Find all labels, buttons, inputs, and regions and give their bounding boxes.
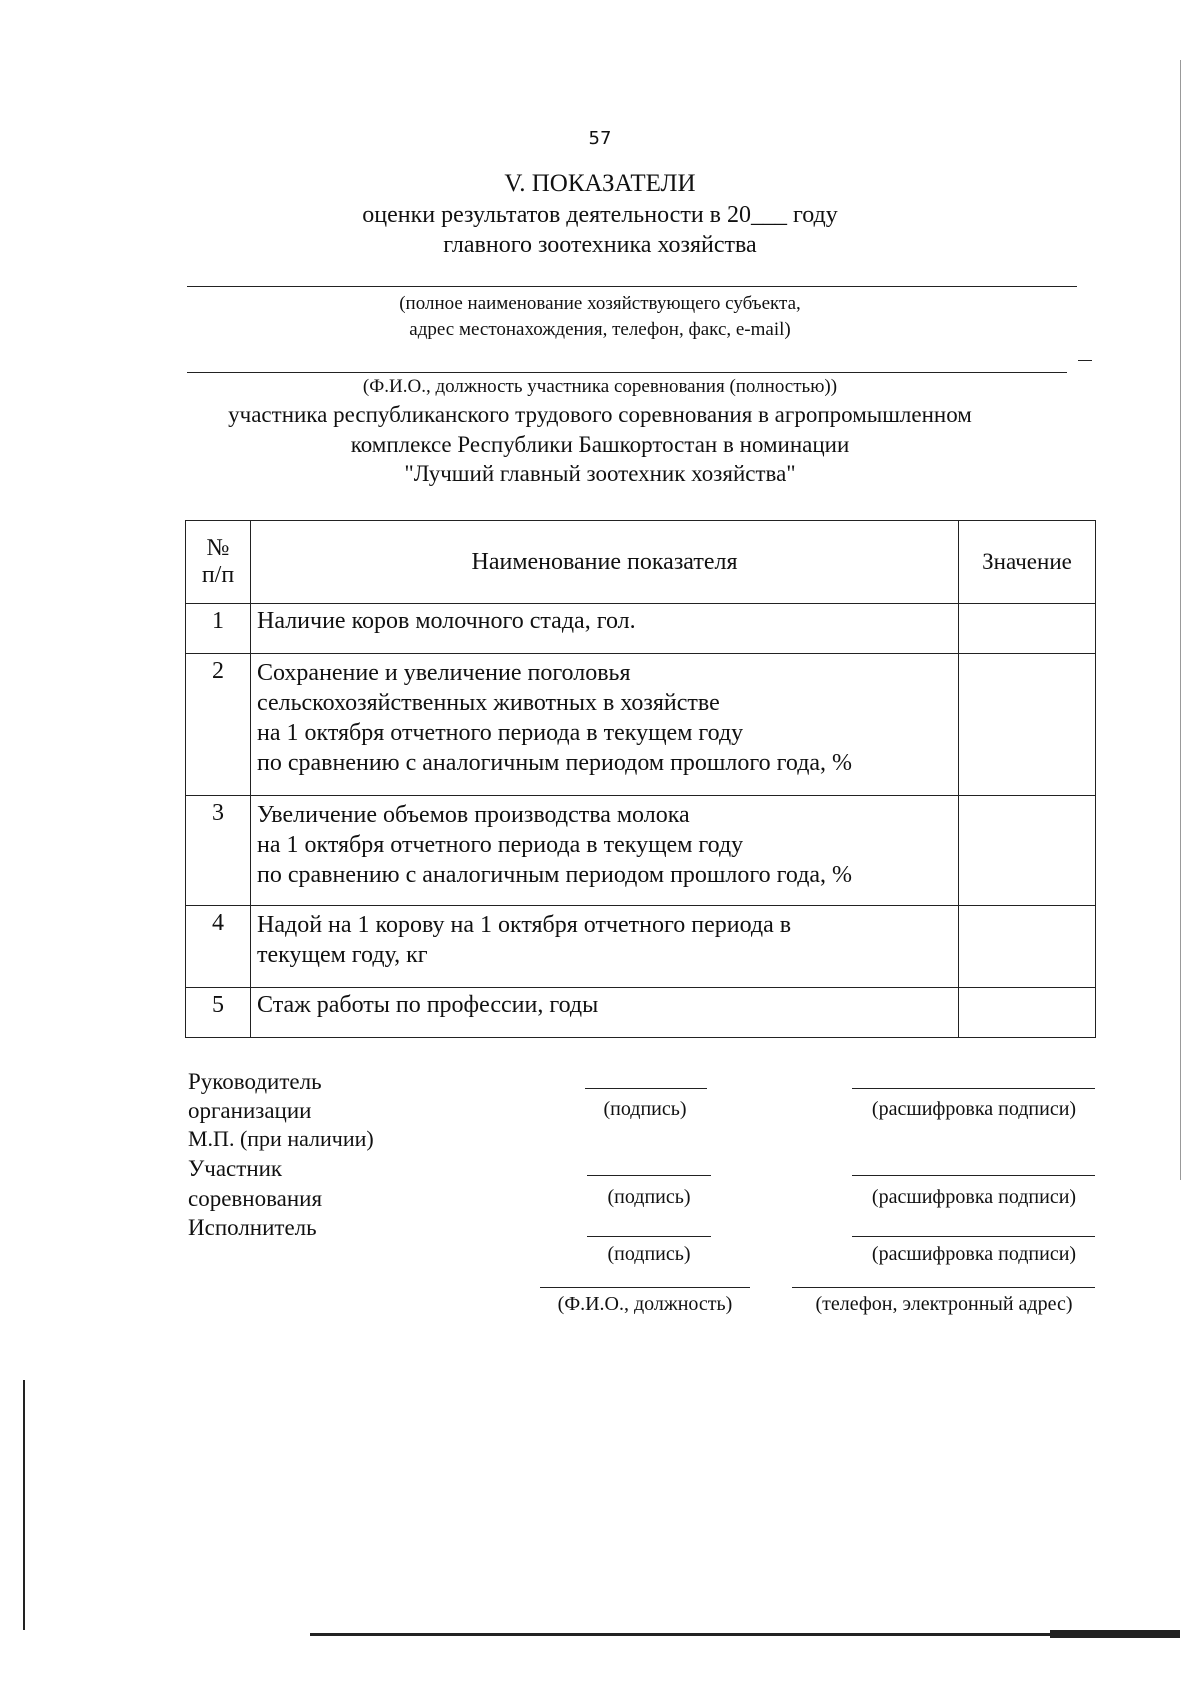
- document-subtitle-line1: оценки результатов деятельности в 20___ году: [362, 202, 838, 228]
- row-text-line: по сравнению с аналогичным периодом прошлого года, %: [257, 750, 853, 776]
- head-label-line2: организации: [188, 1098, 312, 1123]
- participant-line2: комплексе Республики Башкортостан в номинации: [350, 432, 850, 457]
- org-caption-line1: (полное наименование хозяйствующего субъекта,: [399, 293, 801, 314]
- header-number: [186, 521, 251, 604]
- header-indicator-name: Наименование показателя: [251, 521, 959, 604]
- row-number: 1: [186, 604, 251, 654]
- participant-label-line2: соревнования: [188, 1186, 323, 1211]
- fio-caption: (Ф.И.О., должность): [557, 1293, 733, 1315]
- row-text-line: на 1 октября отчетного периода в текущем году: [257, 720, 744, 746]
- scan-edge-left: [23, 1380, 25, 1630]
- document-title: V. ПОКАЗАТЕЛИ: [504, 170, 696, 197]
- org-name-line: [187, 286, 1077, 287]
- fio-line: [540, 1287, 750, 1288]
- row-value-cell: [959, 906, 1096, 988]
- document-subtitle-line2: главного зоотехника хозяйства: [443, 232, 757, 258]
- head-signature-caption: (подпись): [603, 1098, 687, 1120]
- row-text-line: по сравнению с аналогичным периодом прошлого года, %: [257, 862, 853, 888]
- row-indicator-name: [251, 906, 959, 988]
- person-name-line: [187, 372, 1067, 373]
- header-number-line1: №: [206, 535, 230, 561]
- table-row: [186, 604, 1096, 654]
- row-value-cell: [959, 988, 1096, 1038]
- row-indicator-name: [251, 988, 959, 1038]
- executor-decoding-caption: (расшифровка подписи): [871, 1243, 1077, 1265]
- participant-line1: участника республиканского трудового соревнования в агропромышленном: [228, 402, 972, 427]
- participant-decoding-line: [852, 1175, 1095, 1176]
- row-text-line: Надой на 1 корову на 1 октября отчетного периода в: [257, 912, 792, 938]
- table-header-row: [186, 521, 1096, 604]
- participant-line3: "Лучший главный зоотехник хозяйства": [404, 461, 796, 486]
- row-text-line: Сохранение и увеличение поголовья: [257, 660, 631, 686]
- row-indicator-name: [251, 796, 959, 906]
- executor-decoding-line: [852, 1236, 1095, 1237]
- contact-line: [792, 1287, 1095, 1288]
- contact-caption: (телефон, электронный адрес): [815, 1293, 1073, 1315]
- executor-signature-line: [587, 1236, 711, 1237]
- row-number: 5: [186, 988, 251, 1038]
- head-signature-line: [585, 1088, 707, 1089]
- row-text-line: текущем году, кг: [257, 942, 428, 968]
- row-value-cell: [959, 654, 1096, 796]
- row-number: 3: [186, 796, 251, 906]
- page-number: 57: [588, 128, 612, 149]
- row-value-cell: [959, 796, 1096, 906]
- table-row: [186, 654, 1096, 796]
- scan-edge-bottom-thick: [1050, 1630, 1180, 1638]
- header-number-line2: п/п: [201, 562, 235, 588]
- row-text-line: Наличие коров молочного стада, гол.: [257, 608, 636, 634]
- head-label-line1: Руководитель: [188, 1069, 322, 1094]
- head-decoding-caption: (расшифровка подписи): [871, 1098, 1077, 1120]
- org-caption-line2: адрес местонахождения, телефон, факс, e-mail): [409, 319, 791, 340]
- participant-signature-line: [587, 1175, 711, 1176]
- row-indicator-name: [251, 604, 959, 654]
- person-caption: (Ф.И.О., должность участника соревнования (полностью)): [362, 376, 838, 397]
- participant-label-line1: Участник: [188, 1156, 283, 1181]
- executor-signature-caption: (подпись): [607, 1243, 691, 1265]
- scan-edge-right: [1180, 60, 1181, 1180]
- header-value: Значение: [959, 521, 1096, 604]
- row-text-line: Стаж работы по профессии, годы: [257, 992, 599, 1018]
- person-line-tail: [1078, 360, 1092, 361]
- seal-label: М.П. (при наличии): [188, 1126, 374, 1151]
- row-indicator-name: [251, 654, 959, 796]
- row-number: 4: [186, 906, 251, 988]
- indicators-table: [185, 520, 1096, 1038]
- row-text-line: сельскохозяйственных животных в хозяйстве: [257, 690, 720, 716]
- head-decoding-line: [852, 1088, 1095, 1089]
- table-row: [186, 988, 1096, 1038]
- participant-signature-caption: (подпись): [607, 1186, 691, 1208]
- executor-label: Исполнитель: [188, 1215, 317, 1240]
- table-row: [186, 906, 1096, 988]
- row-text-line: Увеличение объемов производства молока: [257, 802, 690, 828]
- participant-decoding-caption: (расшифровка подписи): [871, 1186, 1077, 1208]
- row-text-line: на 1 октября отчетного периода в текущем году: [257, 832, 744, 858]
- table-row: [186, 796, 1096, 906]
- row-value-cell: [959, 604, 1096, 654]
- row-number: 2: [186, 654, 251, 796]
